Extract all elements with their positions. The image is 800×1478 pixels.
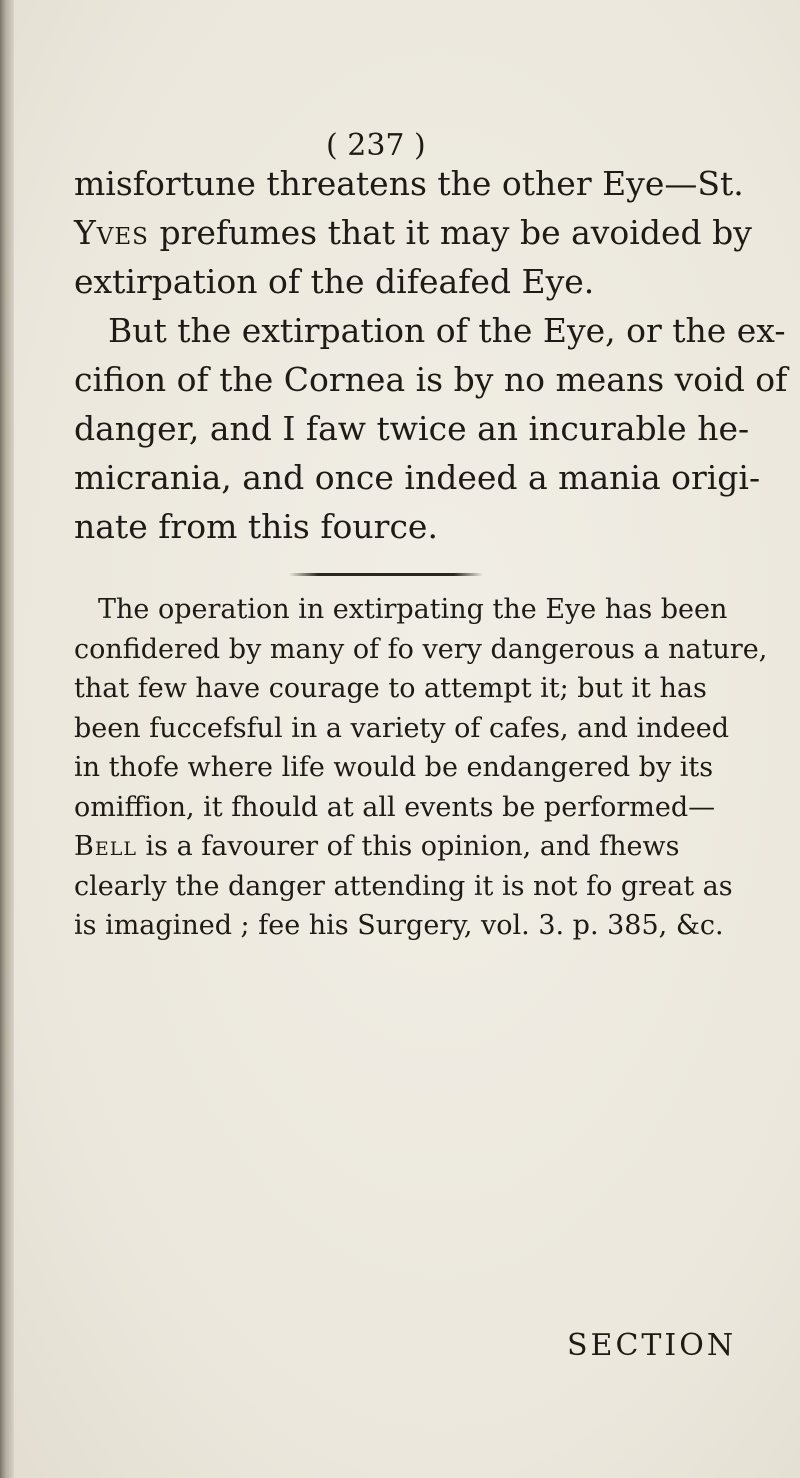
text-line-rest: prefumes that it may be avoided by — [159, 213, 752, 252]
text-line: misfortune threatens the other Eye—St. — [74, 164, 744, 203]
text-line: clearly the danger attending it is not fo great as — [74, 870, 733, 902]
text-line: that few have courage to attempt it; but it has — [74, 673, 707, 704]
author-name-bell: Bell — [74, 831, 137, 862]
text-line — [74, 827, 767, 867]
text-line: But the extirpation of the Eye, or the ex- — [108, 311, 786, 350]
text-line: been fuccefsful in a variety of cafes, and indeed — [74, 712, 730, 744]
text-line: in thofe where life would be endangered by its — [74, 752, 714, 783]
text-line: cifion of the Cornea is by no means void of — [74, 360, 788, 399]
section-divider-rule — [289, 573, 483, 576]
text-line: danger, and I faw twice an incurable he- — [74, 409, 750, 448]
page-gutter-shadow — [0, 0, 14, 1478]
author-name-yves: Yves — [74, 213, 149, 252]
text-line — [74, 208, 787, 257]
text-line: nate from this fource. — [74, 507, 438, 546]
page-number: ( 237 ) — [326, 128, 426, 163]
catchword: SECTION — [567, 1328, 737, 1363]
text-line: micrania, and once indeed a mania origi- — [74, 458, 761, 497]
text-line: omiffion, it fhould at all events be performed— — [74, 791, 716, 823]
text-line-rest: is a favourer of this opinion, and fhews — [145, 831, 680, 862]
text-line: extirpation of the difeafed Eye. — [74, 262, 595, 301]
text-line: confidered by many of fo very dangerous a nature, — [74, 633, 768, 665]
paragraph-2 — [74, 590, 767, 946]
text-line: The operation in extirpating the Eye has been — [98, 594, 728, 625]
text-line: is imagined ; fee his Surgery, vol. 3. p. 385, &c. — [74, 910, 724, 941]
paragraph-1 — [74, 159, 787, 551]
